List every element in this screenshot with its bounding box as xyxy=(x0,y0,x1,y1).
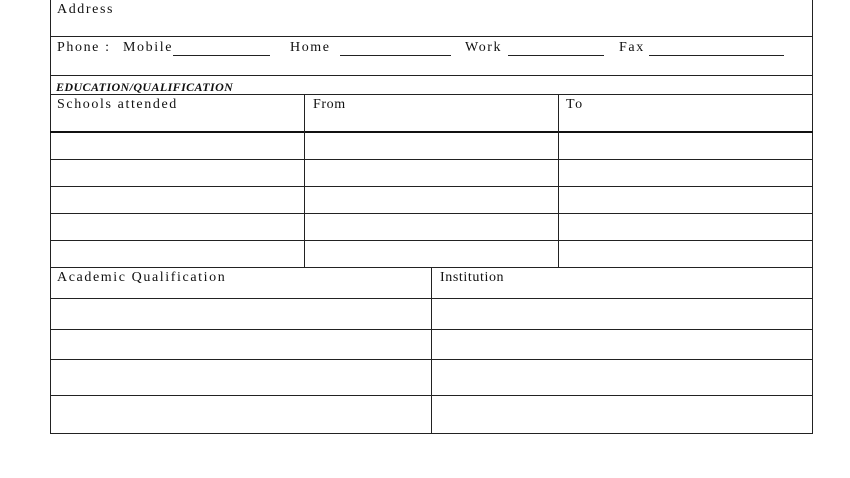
institution-cell[interactable] xyxy=(433,300,811,328)
school-name-cell[interactable] xyxy=(52,133,302,158)
qualification-cell[interactable] xyxy=(52,331,429,358)
school-from-cell[interactable] xyxy=(306,215,556,239)
school-to-cell[interactable] xyxy=(560,133,811,158)
divider-section-title xyxy=(50,94,813,95)
mobile-field[interactable] xyxy=(173,39,270,56)
schools-attended-header: Schools attended xyxy=(57,97,178,112)
qualification-cell[interactable] xyxy=(52,361,429,394)
education-section-title: EDUCATION/QUALIFICATION xyxy=(56,80,234,94)
school-name-cell[interactable] xyxy=(52,215,302,239)
qualifications-row-line xyxy=(50,395,813,396)
from-header: From xyxy=(313,97,346,112)
home-field[interactable] xyxy=(340,39,451,56)
form-right-border xyxy=(812,0,813,434)
qualification-cell[interactable] xyxy=(52,300,429,328)
school-to-cell[interactable] xyxy=(560,215,811,239)
school-from-cell[interactable] xyxy=(306,242,556,266)
schools-col-divider-1 xyxy=(304,94,305,267)
address-label: Address xyxy=(57,2,115,17)
institution-cell[interactable] xyxy=(433,331,811,358)
school-to-cell[interactable] xyxy=(560,188,811,212)
school-name-cell[interactable] xyxy=(52,161,302,185)
fax-field[interactable] xyxy=(649,39,784,56)
school-to-cell[interactable] xyxy=(560,161,811,185)
qualifications-col-divider xyxy=(431,267,432,434)
schools-col-divider-2 xyxy=(558,94,559,267)
school-from-cell[interactable] xyxy=(306,133,556,158)
school-name-cell[interactable] xyxy=(52,242,302,266)
institution-cell[interactable] xyxy=(433,361,811,394)
qualifications-row-line xyxy=(50,433,813,434)
academic-qualification-header: Academic Qualification xyxy=(57,270,227,285)
qualifications-row-line xyxy=(50,329,813,330)
mobile-label: Mobile xyxy=(123,40,174,55)
home-label: Home xyxy=(290,40,331,55)
school-to-cell[interactable] xyxy=(560,242,811,266)
divider-phone xyxy=(50,75,813,76)
fax-label: Fax xyxy=(619,40,645,55)
schools-row-line xyxy=(50,186,813,187)
institution-header: Institution xyxy=(440,270,505,285)
address-field[interactable] xyxy=(51,0,812,36)
qualification-cell[interactable] xyxy=(52,397,429,432)
phone-label: Phone : xyxy=(57,40,111,55)
institution-cell[interactable] xyxy=(433,397,811,432)
to-header: To xyxy=(566,97,584,112)
schools-row-line xyxy=(50,159,813,160)
school-name-cell[interactable] xyxy=(52,188,302,212)
qualifications-row-line xyxy=(50,359,813,360)
schools-row-line xyxy=(50,240,813,241)
work-label: Work xyxy=(465,40,503,55)
work-field[interactable] xyxy=(508,39,604,56)
school-from-cell[interactable] xyxy=(306,188,556,212)
schools-row-line xyxy=(50,213,813,214)
phone-row xyxy=(51,37,812,75)
school-from-cell[interactable] xyxy=(306,161,556,185)
